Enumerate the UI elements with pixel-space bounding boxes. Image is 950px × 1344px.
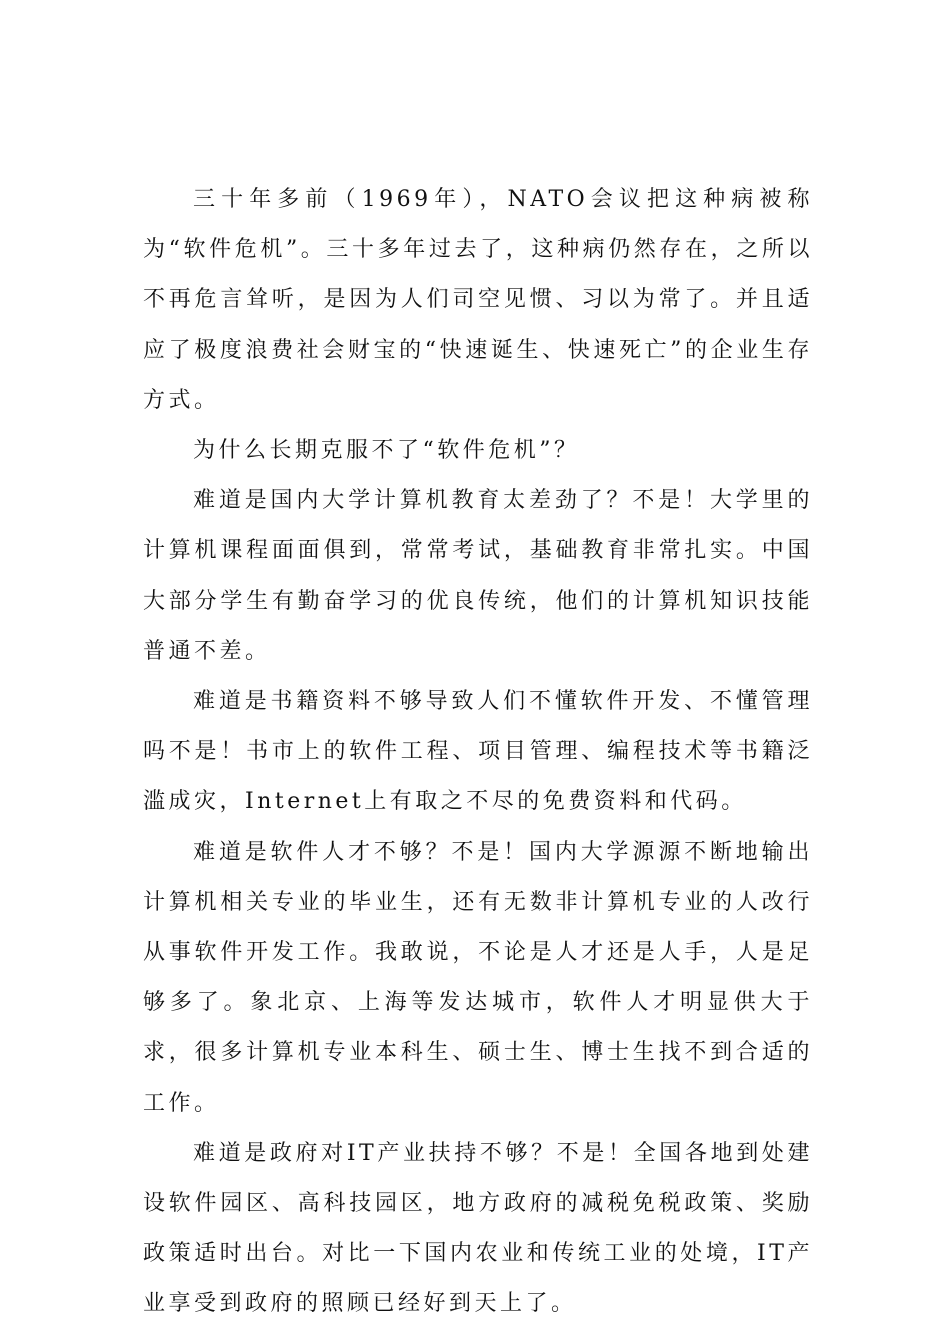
paragraph-5: 难道是软件人才不够？不是！国内大学源源不断地输出计算机相关专业的毕业生，还有无数非计算机专业的人改行从事软件开发工作。我敢说，不论是人才还是人手，人是足够多了。象北京、上海等发达城市，软件人才明显供大于求，很多计算机专业本科生、硕士生、博士生找不到合适的工作。: [143, 839, 813, 1116]
paragraph-1: 三十年多前（1969年），NATO会议把这种病被称为“软件危机”。三十多年过去了，这种病仍然存在，之所以不再危言耸听，是因为人们司空见惯、习以为常了。并且适应了极度浪费社会财宝的“快速诞生、快速死亡”的企业生存方式。: [143, 187, 813, 413]
body-text: [143, 175, 813, 1330]
paragraph-3: 难道是国内大学计算机教育太差劲了？不是！大学里的计算机课程面面俱到，常常考试，基础教育非常扎实。中国大部分学生有勤奋学习的优良传统，他们的计算机知识技能普通不差。: [143, 488, 813, 664]
paragraph-4: 难道是书籍资料不够导致人们不懂软件开发、不懂管理吗不是！书市上的软件工程、项目管理、编程技术等书籍泛滥成灾，Internet上有取之不尽的免费资料和代码。: [143, 689, 813, 815]
paragraph-2: 为什么长期克服不了“软件危机”？: [193, 438, 580, 464]
paragraph-6: 难道是政府对IT产业扶持不够？不是！全国各地到处建设软件园区、高科技园区，地方政府的减税免税政策、奖励政策适时出台。对比一下国内农业和传统工业的处境，IT产业享受到政府的照顾已经好到天上了。: [143, 1140, 813, 1317]
